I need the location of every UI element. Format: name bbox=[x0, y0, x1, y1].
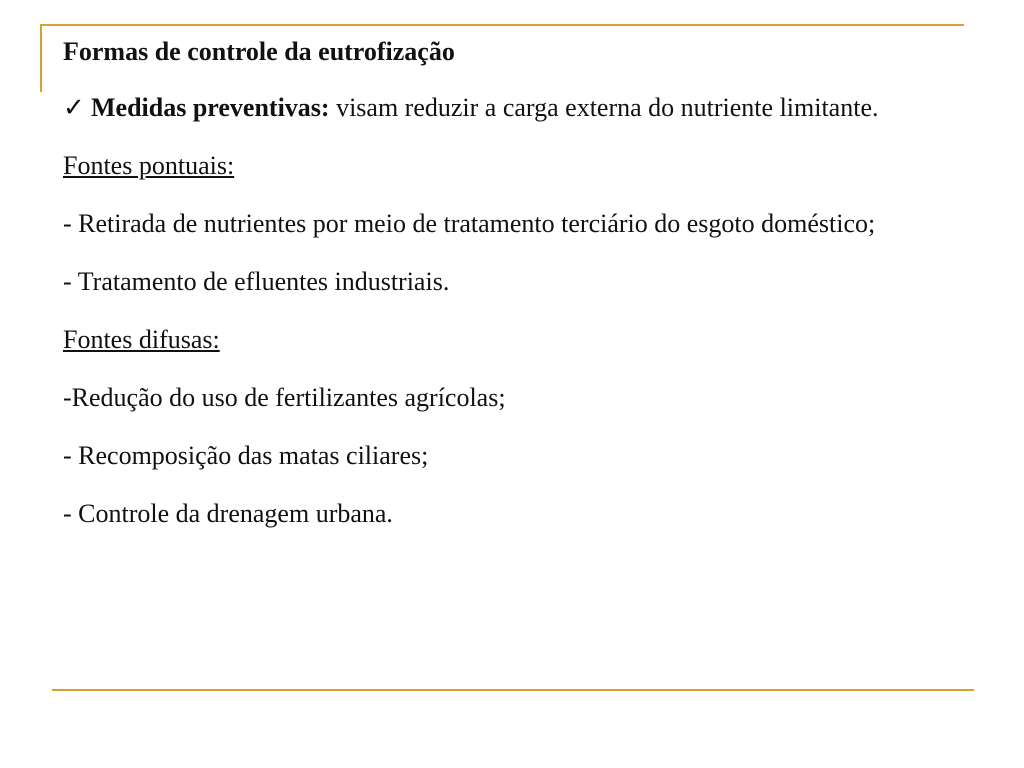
bottom-divider-line bbox=[52, 689, 974, 691]
top-divider-line bbox=[40, 24, 964, 26]
diffuse-source-item: -Redução do uso de fertilizantes agrícolas; bbox=[63, 383, 506, 412]
diffuse-source-item: - Controle da drenagem urbana. bbox=[63, 499, 393, 528]
slide-title: Formas de controle da eutrofização bbox=[63, 37, 455, 66]
left-accent-line bbox=[40, 24, 42, 92]
point-source-item: - Tratamento de efluentes industriais. bbox=[63, 267, 450, 296]
diffuse-sources-heading: Fontes difusas: bbox=[63, 325, 220, 354]
checkmark-icon: ✓ bbox=[63, 93, 85, 122]
point-source-item: - Retirada de nutrientes por meio de tratamento terciário do esgoto doméstico; bbox=[63, 209, 876, 238]
slide-content bbox=[63, 33, 961, 532]
preventive-measures-text: visam reduzir a carga externa do nutriente limitante. bbox=[336, 93, 879, 122]
preventive-measures-paragraph bbox=[63, 89, 961, 126]
preventive-measures-label: Medidas preventivas: bbox=[91, 93, 330, 122]
diffuse-source-item: - Recomposição das matas ciliares; bbox=[63, 441, 429, 470]
point-sources-heading: Fontes pontuais: bbox=[63, 151, 235, 180]
